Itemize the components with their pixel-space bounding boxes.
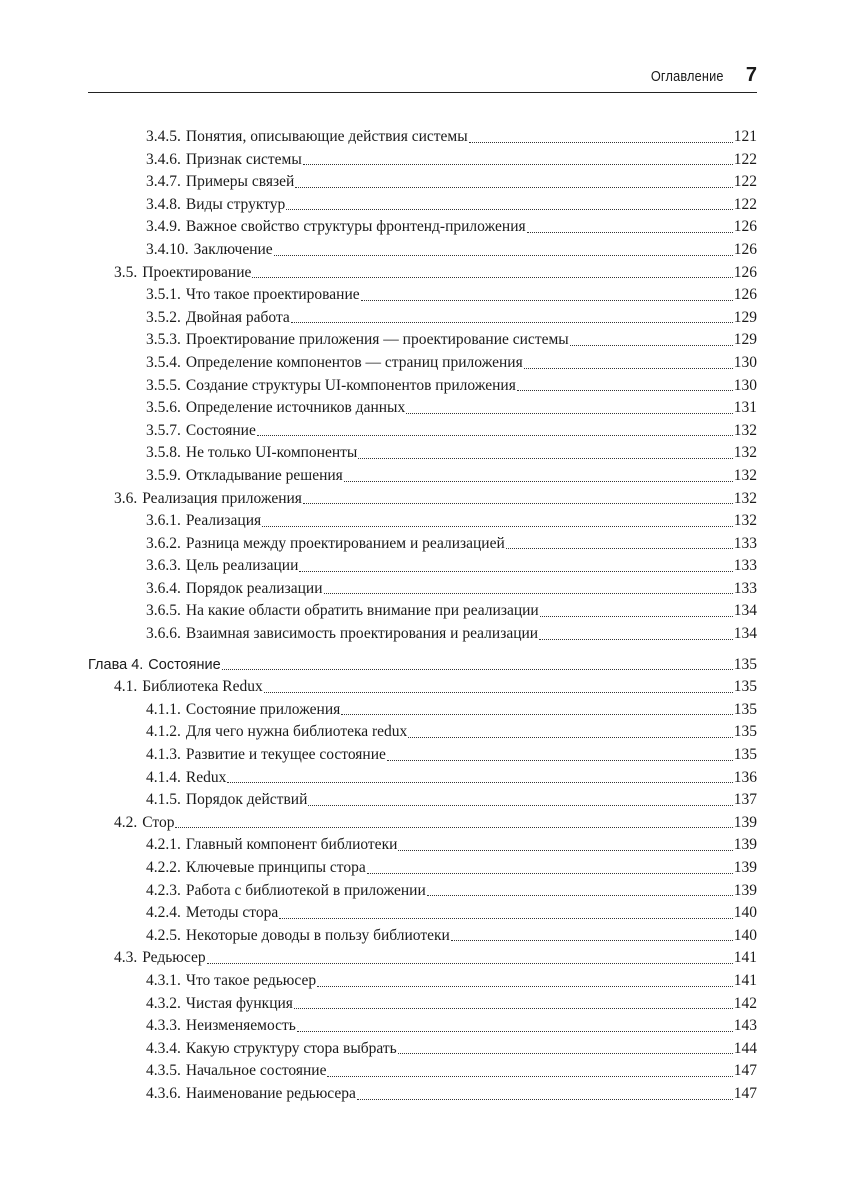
toc-dot-leader: [327, 1076, 732, 1077]
toc-dot-leader: [227, 782, 732, 783]
toc-entry-page: 130: [733, 353, 757, 371]
toc-entry-number: 3.6.4.: [146, 579, 181, 597]
toc-entry-page: 129: [733, 308, 757, 326]
toc-subsection-entry[interactable]: [88, 970, 757, 993]
toc-entry-page: 135: [733, 723, 757, 741]
toc-dot-leader: [398, 1053, 733, 1054]
toc-chapter-entry[interactable]: [88, 654, 757, 677]
toc-entry-title: Какую структуру стора выбрать: [185, 1039, 397, 1057]
toc-entry-page: 136: [733, 768, 757, 786]
toc-entry-page: 131: [733, 399, 757, 417]
toc-subsection-entry[interactable]: [88, 789, 757, 812]
toc-section-entry[interactable]: [88, 488, 757, 511]
toc-entry-page: 140: [733, 926, 757, 944]
toc-entry-number: 3.6.6.: [146, 625, 181, 643]
toc-entry-title: Методы стора: [185, 904, 279, 922]
toc-entry-page: 147: [733, 1084, 757, 1102]
toc-dot-leader: [527, 232, 733, 233]
toc-entry-title: Понятия, описывающие действия системы: [185, 128, 468, 145]
toc-dot-leader: [517, 390, 733, 391]
toc-section-entry[interactable]: [88, 676, 757, 699]
toc-dot-leader: [294, 1008, 733, 1009]
toc-entry-title: Проектирование приложения — проектирование системы: [185, 331, 569, 349]
toc-entry-page: 135: [733, 678, 757, 696]
toc-entry-page: 126: [733, 218, 757, 236]
toc-subsection-entry[interactable]: [88, 465, 757, 488]
toc-dot-leader: [274, 255, 733, 256]
toc-dot-leader: [299, 571, 732, 572]
toc-subsection-entry[interactable]: [88, 1015, 757, 1038]
toc-subsection-entry[interactable]: [88, 993, 757, 1016]
toc-entry-number: 3.4.8.: [146, 195, 181, 213]
toc-entry-title: Порядок реализации: [185, 579, 323, 597]
toc-entry-title: Признак системы: [185, 150, 302, 168]
toc-entry-number: 4.1.2.: [146, 723, 181, 741]
toc-entry-title: Состояние: [148, 656, 221, 673]
toc-entry-number: 4.2.2.: [146, 859, 181, 876]
toc-entry-page: 132: [733, 489, 757, 507]
toc-entry-title: Библиотека Redux: [142, 678, 263, 696]
toc-subsection-entry[interactable]: [88, 126, 757, 149]
toc-entry-title: Чистая функция: [185, 994, 293, 1012]
toc-subsection-entry[interactable]: [88, 284, 757, 307]
toc-dot-leader: [222, 669, 733, 670]
toc-dot-leader: [524, 368, 733, 369]
toc-entry-title: Что такое редьюсер: [185, 971, 317, 989]
toc-subsection-entry[interactable]: [88, 721, 757, 744]
page-number: 7: [745, 64, 757, 86]
toc-entry-number: 4.3.2.: [146, 994, 181, 1012]
toc-dot-leader: [398, 850, 732, 851]
toc-dot-leader: [367, 873, 733, 874]
toc-entry-title: Определение компонентов — страниц приложения: [185, 353, 523, 371]
toc-subsection-entry[interactable]: [88, 194, 757, 217]
toc-entry-title: Реализация: [185, 512, 262, 530]
toc-entry-title: Развитие и текущее состояние: [185, 746, 386, 764]
toc-entry-title: Двойная работа: [185, 308, 290, 326]
toc-entry-title: Работа с библиотекой в приложении: [185, 881, 426, 899]
toc-entry-page: 132: [733, 444, 757, 462]
toc-entry-page: 126: [733, 263, 757, 281]
toc-entry-page: 134: [733, 625, 757, 643]
toc-entry-number: 3.4.10.: [146, 240, 189, 258]
toc-entry-number: 3.5.6.: [146, 399, 181, 417]
table-of-contents: [88, 126, 757, 1106]
toc-subsection-entry[interactable]: [88, 902, 757, 925]
toc-dot-leader: [570, 345, 733, 346]
toc-entry-number: Глава 4.: [88, 656, 144, 673]
toc-entry-number: 3.5.9.: [146, 466, 181, 484]
toc-subsection-entry[interactable]: [88, 925, 757, 948]
toc-entry-page: 141: [733, 971, 757, 989]
toc-entry-title: Состояние: [185, 421, 256, 439]
toc-entry-number: 4.1.4.: [146, 768, 181, 786]
toc-entry-number: 4.3.3.: [146, 1017, 181, 1035]
toc-dot-leader: [264, 692, 733, 693]
toc-entry-page: 122: [733, 173, 757, 191]
toc-entry-number: 3.5.1.: [146, 286, 181, 304]
running-header: [88, 62, 757, 93]
toc-entry-number: 3.5.7.: [146, 421, 181, 439]
toc-entry-number: 4.2.1.: [146, 836, 181, 854]
toc-entry-title: Redux: [185, 768, 227, 786]
toc-entry-page: 133: [733, 579, 757, 597]
toc-subsection-entry[interactable]: [88, 239, 757, 262]
toc-dot-leader: [451, 940, 733, 941]
toc-dot-leader: [427, 895, 733, 896]
toc-entry-page: 137: [733, 791, 757, 809]
toc-dot-leader: [279, 918, 733, 919]
toc-entry-title: Заключение: [193, 240, 273, 258]
toc-entry-number: 4.2.5.: [146, 926, 181, 944]
toc-entry-number: 4.3.5.: [146, 1062, 181, 1080]
toc-dot-leader: [361, 300, 733, 301]
toc-entry-page: 135: [733, 746, 757, 764]
toc-entry-page: 139: [733, 836, 757, 854]
toc-entry-number: 4.2.3.: [146, 881, 181, 899]
toc-dot-leader: [539, 639, 733, 640]
toc-entry-number: 3.5.8.: [146, 444, 181, 462]
toc-dot-leader: [175, 827, 732, 828]
toc-entry-title: Наименование редьюсера: [185, 1084, 356, 1102]
toc-subsection-entry[interactable]: [88, 880, 757, 903]
toc-entry-number: 3.5.3.: [146, 331, 181, 349]
toc-entry-title: Некоторые доводы в пользу библиотеки: [185, 926, 450, 944]
header-title: Оглавление: [651, 68, 724, 85]
toc-dot-leader: [252, 277, 732, 278]
toc-entry-number: 4.3.6.: [146, 1084, 181, 1102]
toc-subsection-entry[interactable]: [88, 352, 757, 375]
toc-entry-number: 3.4.5.: [146, 128, 181, 145]
toc-entry-page: 134: [733, 602, 757, 620]
toc-entry-page: 142: [733, 994, 757, 1012]
toc-subsection-entry[interactable]: [88, 834, 757, 857]
toc-entry-page: 129: [733, 331, 757, 349]
toc-subsection-entry[interactable]: [88, 375, 757, 398]
toc-subsection-entry[interactable]: [88, 420, 757, 443]
toc-dot-leader: [297, 1031, 733, 1032]
toc-entry-number: 3.5.4.: [146, 353, 181, 371]
toc-entry-title: Цель реализации: [185, 557, 299, 575]
toc-entry-number: 4.1.1.: [146, 700, 181, 718]
toc-dot-leader: [207, 963, 733, 964]
toc-dot-leader: [308, 805, 732, 806]
toc-entry-title: Стор: [142, 813, 175, 831]
toc-entry-title: Неизменяемость: [185, 1017, 296, 1035]
toc-dot-leader: [291, 322, 733, 323]
toc-entry-title: Для чего нужна библиотека redux: [185, 723, 408, 741]
toc-entry-number: 3.6.5.: [146, 602, 181, 620]
toc-entry-number: 4.3.4.: [146, 1039, 181, 1057]
toc-dot-leader: [406, 413, 733, 414]
toc-entry-title: Виды структур: [185, 195, 286, 213]
toc-entry-title: На какие области обратить внимание при реализации: [185, 602, 539, 620]
toc-entry-number: 4.3.: [114, 949, 138, 967]
toc-entry-title: Что такое проектирование: [185, 286, 360, 304]
toc-dot-leader: [286, 209, 733, 210]
toc-entry-title: Откладывание решения: [185, 466, 343, 484]
toc-entry-page: 122: [733, 150, 757, 168]
toc-subsection-entry[interactable]: [88, 1083, 757, 1106]
toc-entry-title: Порядок действий: [185, 791, 308, 809]
toc-entry-page: 135: [733, 655, 757, 673]
toc-entry-number: 3.4.7.: [146, 173, 181, 191]
toc-entry-page: 143: [733, 1017, 757, 1035]
toc-entry-number: 3.6.: [114, 489, 138, 507]
toc-dot-leader: [358, 458, 732, 459]
toc-entry-number: 3.4.9.: [146, 218, 181, 236]
toc-subsection-entry[interactable]: [88, 857, 757, 880]
toc-entry-title: Не только UI-компоненты: [185, 444, 358, 462]
toc-dot-leader: [344, 481, 733, 482]
toc-entry-number: 3.6.3.: [146, 557, 181, 575]
toc-dot-leader: [303, 164, 733, 165]
toc-entry-title: Реализация приложения: [142, 489, 302, 507]
toc-entry-number: 4.2.4.: [146, 904, 181, 922]
toc-section-entry[interactable]: [88, 812, 757, 835]
toc-section-entry[interactable]: [88, 947, 757, 970]
toc-entry-number: 4.1.3.: [146, 746, 181, 764]
toc-subsection-entry[interactable]: [88, 329, 757, 352]
toc-entry-page: 147: [733, 1062, 757, 1080]
toc-dot-leader: [506, 548, 733, 549]
toc-entry-page: 144: [733, 1039, 757, 1057]
toc-subsection-entry[interactable]: [88, 1060, 757, 1083]
toc-entry-page: 122: [733, 195, 757, 213]
toc-entry-title: Главный компонент библиотеки: [185, 836, 398, 854]
toc-subsection-entry[interactable]: [88, 555, 757, 578]
toc-entry-title: Создание структуры UI-компонентов приложения: [185, 376, 516, 394]
toc-entry-page: 139: [733, 859, 757, 876]
toc-subsection-entry[interactable]: [88, 1038, 757, 1061]
toc-entry-title: Важное свойство структуры фронтенд-приложения: [185, 218, 526, 236]
toc-subsection-entry[interactable]: [88, 307, 757, 330]
toc-entry-page: 139: [733, 881, 757, 899]
toc-entry-number: 3.4.6.: [146, 150, 181, 168]
toc-entry-page: 140: [733, 904, 757, 922]
toc-dot-leader: [540, 616, 733, 617]
toc-subsection-entry[interactable]: [88, 578, 757, 601]
toc-dot-leader: [303, 503, 733, 504]
toc-dot-leader: [408, 737, 732, 738]
toc-entry-title: Определение источников данных: [185, 399, 406, 417]
toc-entry-title: Проектирование: [142, 263, 252, 281]
toc-entry-page: 126: [733, 240, 757, 258]
toc-entry-number: 3.6.1.: [146, 512, 181, 530]
toc-subsection-entry[interactable]: [88, 600, 757, 623]
toc-dot-leader: [317, 986, 733, 987]
toc-entry-title: Примеры связей: [185, 173, 295, 191]
toc-entry-number: 4.3.1.: [146, 971, 181, 989]
toc-entry-page: 141: [733, 949, 757, 967]
toc-dot-leader: [324, 593, 733, 594]
toc-dot-leader: [357, 1099, 733, 1100]
toc-dot-leader: [469, 142, 733, 143]
toc-entry-title: Состояние приложения: [185, 700, 341, 718]
toc-entry-number: 4.1.5.: [146, 791, 181, 809]
toc-entry-page: 132: [733, 421, 757, 439]
toc-entry-title: Редьюсер: [142, 949, 206, 967]
toc-entry-title: Взаимная зависимость проектирования и реализации: [185, 625, 539, 643]
toc-subsection-entry[interactable]: [88, 149, 757, 172]
toc-entry-number: 4.2.: [114, 813, 138, 831]
toc-subsection-entry[interactable]: [88, 533, 757, 556]
toc-subsection-entry[interactable]: [88, 623, 757, 646]
toc-entry-number: 3.5.5.: [146, 376, 181, 394]
toc-dot-leader: [387, 760, 733, 761]
toc-subsection-entry[interactable]: [88, 216, 757, 239]
toc-entry-page: 132: [733, 512, 757, 530]
toc-entry-title: Начальное состояние: [185, 1062, 327, 1080]
toc-entry-page: 135: [733, 700, 757, 718]
toc-dot-leader: [257, 435, 733, 436]
toc-entry-number: 3.5.2.: [146, 308, 181, 326]
toc-subsection-entry[interactable]: [88, 397, 757, 420]
toc-entry-page: 121: [733, 128, 757, 145]
toc-entry-page: 133: [733, 557, 757, 575]
toc-subsection-entry[interactable]: [88, 699, 757, 722]
toc-dot-leader: [262, 526, 733, 527]
toc-subsection-entry[interactable]: [88, 767, 757, 790]
toc-entry-page: 133: [733, 534, 757, 552]
toc-subsection-entry[interactable]: [88, 442, 757, 465]
toc-entry-page: 126: [733, 286, 757, 304]
toc-section-entry[interactable]: [88, 262, 757, 285]
toc-dot-leader: [341, 714, 732, 715]
toc-entry-number: 3.5.: [114, 263, 138, 281]
toc-subsection-entry[interactable]: [88, 171, 757, 194]
toc-entry-page: 139: [733, 813, 757, 831]
toc-entry-title: Разница между проектированием и реализацией: [185, 534, 505, 552]
toc-entry-number: 4.1.: [114, 678, 138, 696]
toc-dot-leader: [295, 187, 732, 188]
toc-entry-page: 130: [733, 376, 757, 394]
toc-subsection-entry[interactable]: [88, 744, 757, 767]
toc-entry-title: Ключевые принципы стора: [185, 859, 366, 876]
toc-entry-number: 3.6.2.: [146, 534, 181, 552]
toc-subsection-entry[interactable]: [88, 510, 757, 533]
toc-entry-page: 132: [733, 466, 757, 484]
